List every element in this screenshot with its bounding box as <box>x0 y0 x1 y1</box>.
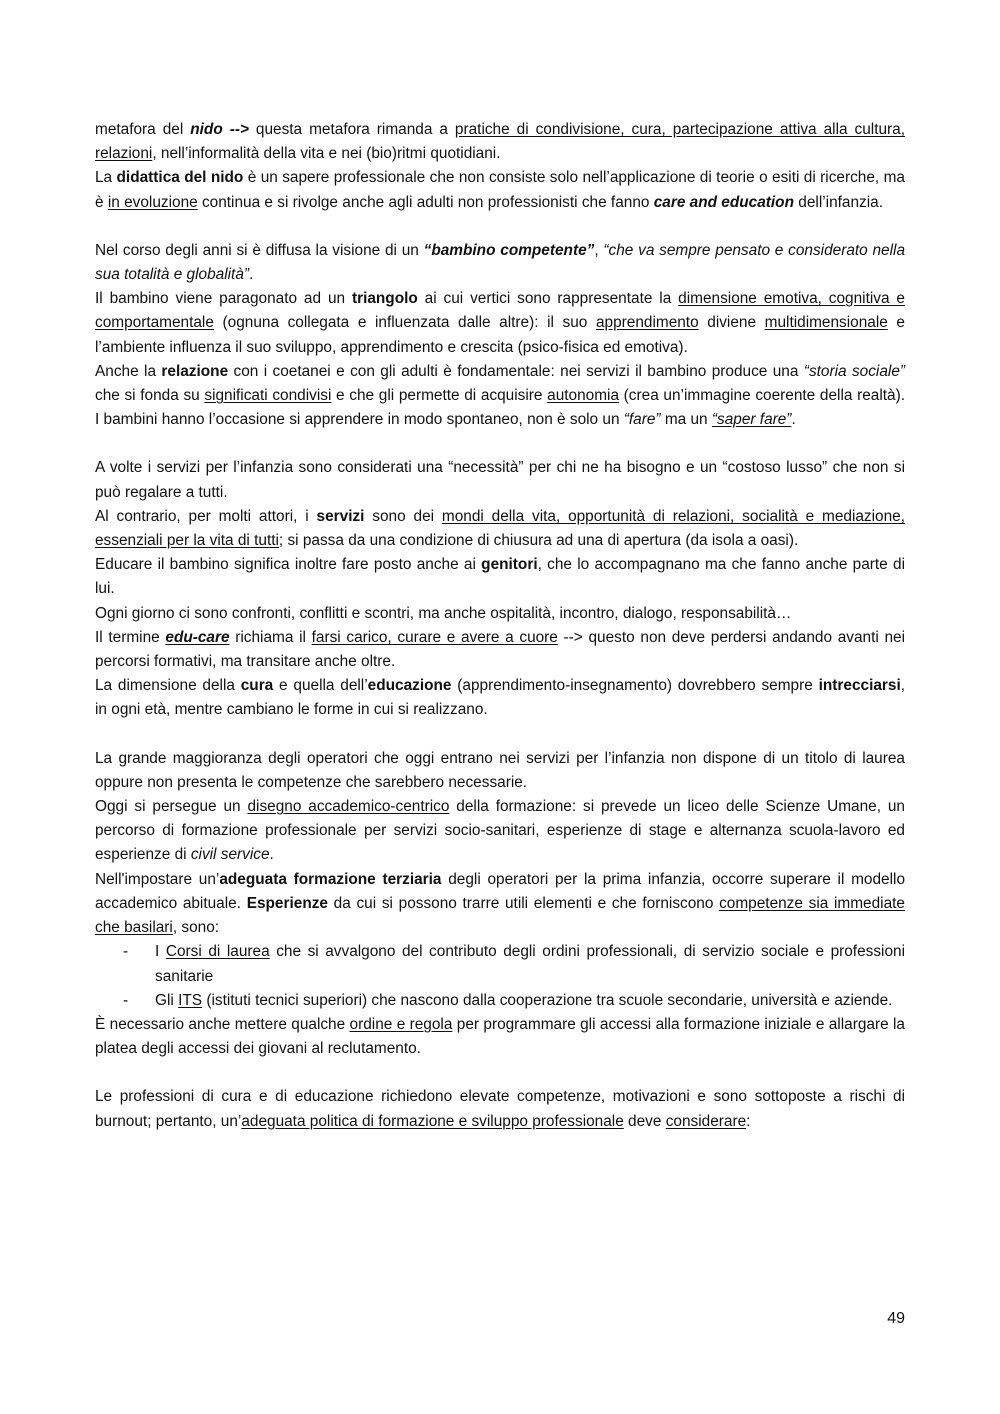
text-run: Le professioni di cura e di educazione richiedono elevate competenze, motivazioni e sono sottoposte a rischi di burnout; pertanto, un’ <box>95 1088 905 1130</box>
paragraph <box>95 553 905 601</box>
paragraph <box>95 602 905 626</box>
italic-text: “storia sociale” <box>803 362 905 380</box>
text-run: A volte i servizi per l’infanzia sono considerati una “necessità” per chi ne ha bisogno e un “costoso lusso” che non si può regalare a tutti. <box>95 459 905 501</box>
text-run: degli operatori per la prima infanzia, occorre superare il modello accademico abituale. <box>95 870 906 912</box>
paragraph <box>95 118 905 166</box>
text-run: Il bambino viene paragonato ad un <box>95 290 352 308</box>
text-run: richiama il <box>229 628 312 646</box>
bold-text: servizi <box>316 507 365 525</box>
text-run: , <box>594 241 604 259</box>
text-run: Ogni giorno ci sono confronti, conflitti e scontri, ma anche ospitalità, incontro, dialogo, responsabilità… <box>95 604 792 622</box>
text-run: Al contrario, per molti attori, i <box>95 507 317 525</box>
underlined-text: pratiche di condivisione, cura, partecipazione attiva alla cultura, relazioni <box>95 121 905 163</box>
underlined-text: significati condivisi <box>204 387 332 405</box>
page-number: 49 <box>887 1310 905 1327</box>
underlined-text: ordine e regola <box>349 1015 453 1033</box>
paragraph <box>95 239 905 287</box>
text-run: , in ogni età, mentre cambiano le forme in cui si realizzano. <box>95 677 906 719</box>
text-run: questa metafora rimanda a <box>248 121 455 138</box>
text-run: della formazione: si prevede un liceo delle Scienze Umane, un percorso di formazione professionale per servizi socio-sanitari, esperienze di stage e alternanza scuola-lavoro ed esperienze di <box>95 798 905 864</box>
paragraph <box>95 674 905 722</box>
text-run: Nel corso degli anni si è diffusa la visione di un <box>95 241 424 259</box>
underlined-text: disegno accademico-centrico <box>247 798 450 816</box>
text-run: con i coetanei e con gli adulti è fondamentale: nei servizi il bambino produce una <box>228 362 804 380</box>
text-run: continua e si rivolge anche agli adulti non professionisti che fanno <box>197 193 654 211</box>
text-run: (istituti tecnici superiori) che nascono dalla cooperazione tra scuole secondarie, università e aziende. <box>202 991 893 1009</box>
bullet-list <box>95 940 905 1013</box>
text-run: (crea un’immagine coerente della realtà). I bambini hanno l’occasione si apprendere in modo spontaneo, non è solo un <box>95 387 905 429</box>
bold-text: genitori <box>481 556 538 574</box>
underlined-text: ITS <box>178 991 203 1009</box>
dash-bullet: - <box>123 991 129 1009</box>
list-item <box>95 989 905 1013</box>
underlined-text: dimensione emotiva, cognitiva e comportamentale <box>95 290 905 332</box>
text-run: diviene <box>698 314 765 332</box>
text-run: --> questo non deve perdersi andando avanti nei percorsi formativi, ma transitare anche oltre. <box>95 628 905 671</box>
underlined-text: Corsi di laurea <box>165 943 270 961</box>
text-run: (ognuna collegata e influenzata dalle altre): il suo <box>213 314 596 332</box>
paragraph <box>95 795 905 868</box>
text-run: (apprendimento-insegnamento) dovrebbero sempre <box>451 677 819 695</box>
text-run: che si fonda su <box>95 387 205 405</box>
text-run: ma un <box>660 411 712 429</box>
bold-text: triangolo <box>351 290 418 308</box>
paragraph <box>95 1013 905 1061</box>
text-run: metafora del <box>95 121 191 138</box>
list-item <box>95 940 905 988</box>
bold-italic-text: “bambino competente” <box>423 241 595 259</box>
italic-text: civil service <box>190 846 270 864</box>
text-run: e quella dell’ <box>273 677 368 695</box>
text-run: La <box>95 169 117 187</box>
text-run: è un sapere professionale che non consiste solo nell’applicazione di teorie o esiti di ricerche, ma è <box>95 169 905 211</box>
italic-text: “fare” <box>623 411 661 429</box>
paragraph <box>95 626 905 674</box>
text-run: : <box>746 1112 751 1130</box>
text-run: deve <box>623 1112 666 1130</box>
underlined-italic-text: “saper fare” <box>711 411 792 429</box>
paragraph-gap <box>95 432 905 456</box>
text-run: , nell’informalità della vita e nei (bio)ritmi quotidiani. <box>152 145 501 163</box>
underlined-text: competenze sia immediate che basilari <box>95 894 905 937</box>
text-run: , che lo accompagnano ma che fanno anche parte di lui. <box>95 556 905 598</box>
text-run: nido --> <box>190 121 249 138</box>
text-run: I <box>155 943 166 961</box>
bold-italic-underlined-text: edu-care <box>165 628 230 646</box>
text-run: . <box>269 846 274 864</box>
text-run: Il termine <box>95 628 166 646</box>
text-run: ; si passa da una condizione di chiusura ad una di apertura (da isola a oasi). <box>278 532 799 550</box>
bold-text: adeguata formazione terziaria <box>219 870 442 888</box>
paragraph <box>95 456 905 504</box>
text-run: La grande maggioranza degli operatori che oggi entrano nei servizi per l’infanzia non dispone di un titolo di laurea oppure non presenta le competenze che sarebbero necessarie. <box>95 749 905 791</box>
paragraph <box>95 747 905 795</box>
underlined-text: considerare <box>665 1112 747 1130</box>
bold-text: relazione <box>161 362 229 380</box>
bold-text: intrecciarsi <box>818 677 901 695</box>
paragraph <box>95 287 905 360</box>
underlined-text: adeguata politica di formazione e sviluppo professionale <box>241 1112 624 1130</box>
underlined-text: in evoluzione <box>107 193 198 211</box>
bold-italic-text: care and education <box>653 193 794 211</box>
text-run: ai cui vertici sono rappresentate la <box>417 290 679 308</box>
bold-text: educazione <box>367 677 452 695</box>
paragraph <box>95 1085 905 1133</box>
document-page <box>95 118 905 1134</box>
paragraph <box>95 166 905 214</box>
paragraph <box>95 505 905 553</box>
bold-text: Esperienze <box>246 894 328 912</box>
dash-bullet: - <box>123 943 129 961</box>
underlined-text: farsi carico, curare e avere a cuore <box>311 628 558 646</box>
text-run: da cui si possono trarre utili elementi e che forniscono <box>327 894 720 912</box>
text-run: che si avvalgono del contributo degli ordini professionali, di servizio sociale e professioni sanitarie <box>155 943 905 985</box>
text-run: . <box>249 266 254 284</box>
paragraph-gap <box>95 215 905 239</box>
italic-text: “che va sempre pensato e considerato nella sua totalità e globalità” <box>95 241 906 284</box>
underlined-text: mondi della vita, opportunità di relazioni, socialità e mediazione, essenziali per la vita di tutti <box>95 507 905 550</box>
bold-text: cura <box>240 677 274 695</box>
text-run: Educare il bambino significa inoltre fare posto anche ai <box>95 556 482 574</box>
text-run: Nell'impostare un’ <box>95 870 220 888</box>
text-run: e l’ambiente influenza il suo sviluppo, apprendimento e crescita (psico-fisica ed emotiva). <box>95 314 905 356</box>
text-run: dell’infanzia. <box>794 193 883 211</box>
underlined-text: apprendimento <box>595 314 699 332</box>
text-run: La dimensione della <box>95 677 241 695</box>
paragraph-gap <box>95 723 905 747</box>
text-run: Gli <box>155 991 179 1009</box>
paragraph <box>95 360 905 433</box>
text-run: e che gli permette di acquisire <box>331 387 548 405</box>
text-run: , sono: <box>172 919 220 937</box>
paragraph-gap <box>95 1061 905 1085</box>
text-run: per programmare gli accessi alla formazione iniziale e allargare la platea degli accessi dei giovani al reclutamento. <box>95 1015 905 1058</box>
underlined-text: multidimensionale <box>764 314 888 332</box>
paragraph <box>95 868 905 941</box>
text-run: Anche la <box>95 362 162 380</box>
bold-text: didattica del nido <box>116 169 244 187</box>
text-run: sono dei <box>364 507 442 525</box>
text-run: Oggi si persegue un <box>95 798 248 816</box>
text-run: È necessario anche mettere qualche <box>95 1015 350 1033</box>
text-run: . <box>791 411 796 429</box>
underlined-text: autonomia <box>547 387 620 405</box>
